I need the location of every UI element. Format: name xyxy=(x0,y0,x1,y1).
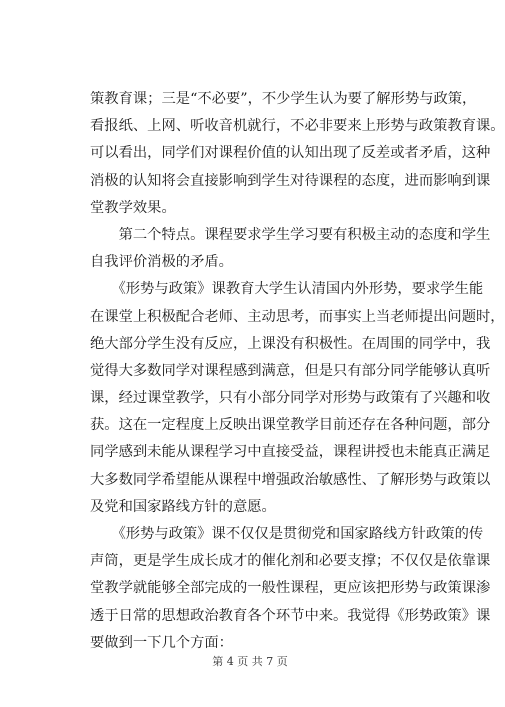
text-line: 自我评价消极的矛盾。 xyxy=(90,254,233,271)
text-line: 策教育课；三是“不必要”，不少学生认为要了解形势与政策， xyxy=(90,91,477,107)
text-line: 《形势与政策》课教育大学生认清国内外形势，要求学生能 xyxy=(90,281,484,298)
text-line: 透于日常的思想政治教育各个环节中来。我觉得《形势政策》课 xyxy=(90,607,491,624)
text-line: 及党和国家路线方针的意愿。 xyxy=(90,498,276,515)
text-line: 绝大部分学生没有反应，上课没有积极性。在周围的同学中，我 xyxy=(90,335,491,352)
text-line: 课，经过课堂教学，只有小部分同学对形势与政策有了兴趣和收 xyxy=(90,390,491,407)
body-text xyxy=(90,86,505,657)
text-line: 同学感到未能从课程学习中直接受益，课程讲授也未能真正满足 xyxy=(90,444,491,461)
text-line: 在课堂上积极配合老师、主动思考，而事实上当老师提出问题时， xyxy=(90,308,505,325)
text-line: 第二个特点。课程要求学生学习要有积极主动的态度和学生 xyxy=(90,226,491,243)
text-line: 看报纸、上网、听收音机就行，不必非要来上形势与政策教育课。 xyxy=(90,118,505,135)
text-line: 大多数同学希望能从课程中增强政治敏感性、了解形势与政策以 xyxy=(90,471,491,488)
text-line: 《形势与政策》课不仅仅是贯彻党和国家路线方针政策的传 xyxy=(90,526,484,542)
text-line: 声筒，更是学生成长成才的催化剂和必要支撑；不仅仅是依靠课 xyxy=(90,553,491,570)
text-line: 堂教学就能够全部完成的一般性课程，更应该把形势与政策课渗 xyxy=(90,580,491,597)
text-line: 堂教学效果。 xyxy=(90,199,176,216)
text-line: 获。这在一定程度上反映出课堂教学目前还存在各种问题，部分 xyxy=(90,417,491,434)
text-line: 觉得大多数同学对课程感到满意，但是只有部分同学能够认真听 xyxy=(90,362,491,379)
text-line: 消极的认知将会直接影响到学生对待课程的态度，进而影响到课 xyxy=(90,172,491,189)
text-line: 可以看出，同学们对课程价值的认知出现了反差或者矛盾，这种 xyxy=(90,145,491,162)
text-line: 要做到一下几个方面： xyxy=(90,634,233,651)
page-number-footer: 第 4 页 共 7 页 xyxy=(212,655,288,668)
